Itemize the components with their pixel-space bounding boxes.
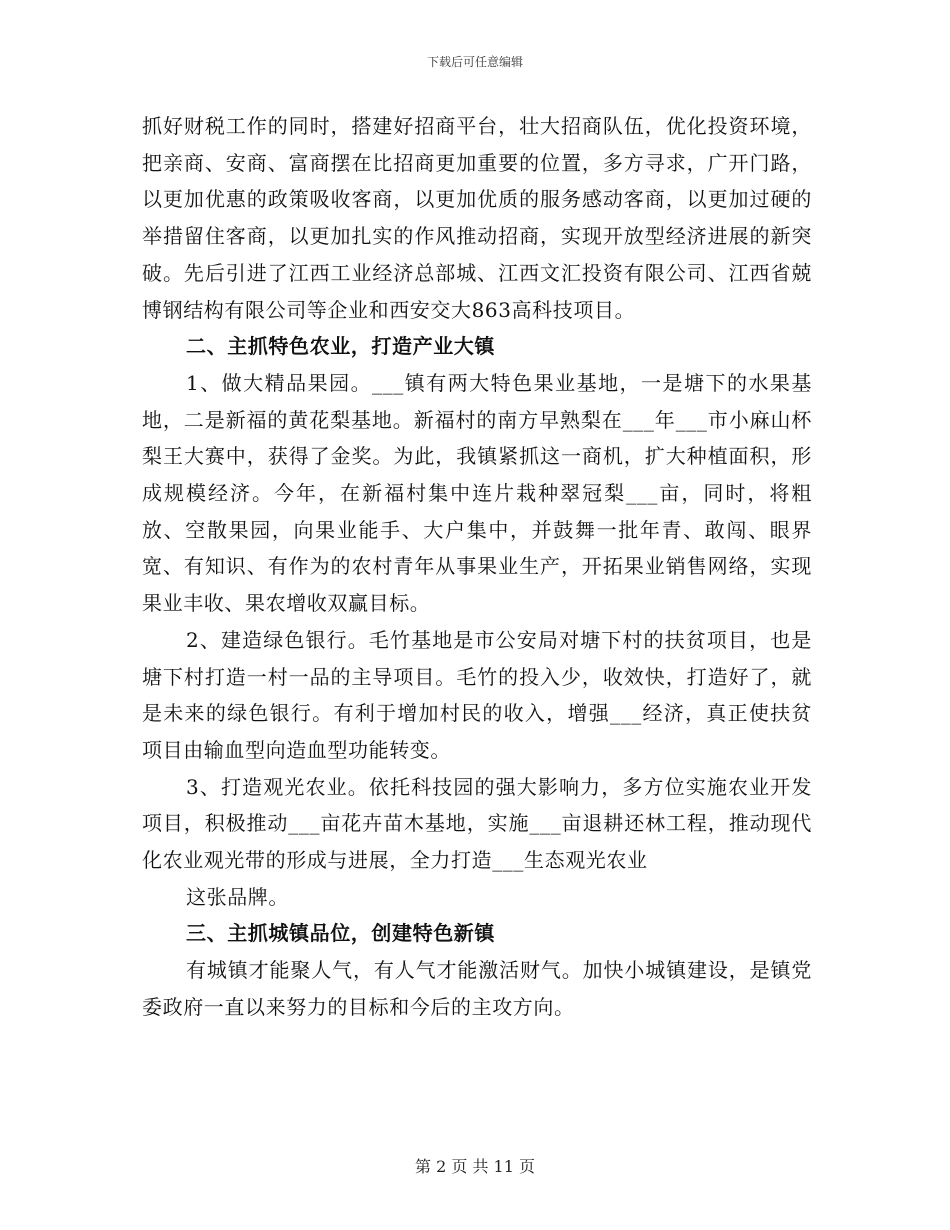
- paragraph-green-bank: 2、建造绿色银行。毛竹基地是市公安局对塘下村的扶贫项目，也是塘下村打造一村一品的主导项目。毛竹的投入少，收效快，打造好了，就是未来的绿色银行。有利于增加村民的收入，增强___经济，真正使扶贫项目由输血型向造血型功能转变。: [142, 627, 812, 762]
- section-heading-agriculture: 二、主抓特色农业，打造产业大镇: [186, 334, 495, 359]
- paragraph-investment: 抓好财税工作的同时，搭建好招商平台，壮大招商队伍，优化投资环境，把亲商、安商、富商摆在比招商更加重要的位置，多方寻求，广开门路，以更加优惠的政策吸收客商，以更加优质的服务感动客商，以更加过硬的举措留住客商，以更加扎实的作风推动招商，实现开放型经济进展的新突破。先后引进了江西工业经济总部城、江西文汇投资有限公司、江西省兢博钢结构有限公司等企业和西安交大863高科技项目。: [142, 114, 812, 322]
- page-number-footer: 第 2 页 共 11 页: [415, 1157, 535, 1176]
- page-header-note: 下载后可任意编辑: [426, 55, 523, 69]
- section-heading-town: 三、主抓城镇品位，创建特色新镇: [186, 921, 495, 946]
- paragraph-sightseeing-agriculture: 3、打造观光农业。依托科技园的强大影响力，多方位实施农业开发项目，积极推动___亩花卉苗木基地，实施___亩退耕还林工程，推动现代化农业观光带的形成与进展，全力打造___生态观光农业: [142, 774, 812, 873]
- paragraph-orchard: 1、做大精品果园。___镇有两大特色果业基地，一是塘下的水果基地，二是新福的黄花梨基地。新福村的南方早熟梨在___年___市小麻山杯梨王大赛中，获得了金奖。为此，我镇紧抓这一商机，扩大种植面积，形成规模经济。今年，在新福村集中连片栽种翠冠梨___亩，同时，将粗放、空散果园，向果业能手、大户集中，并鼓舞一批年青、敢闯、眼界宽、有知识、有作为的农村青年从事果业生产，开拓果业销售网络，实现果业丰收、果农增收双赢目标。: [142, 370, 812, 616]
- paragraph-brand-continuation: 这张品牌。: [186, 884, 289, 909]
- document-body: [142, 108, 812, 1026]
- paragraph-town-building: 有城镇才能聚人气，有人气才能激活财气。加快小城镇建设，是镇党委政府一直以来努力的目标和今后的主攻方向。: [142, 958, 812, 1019]
